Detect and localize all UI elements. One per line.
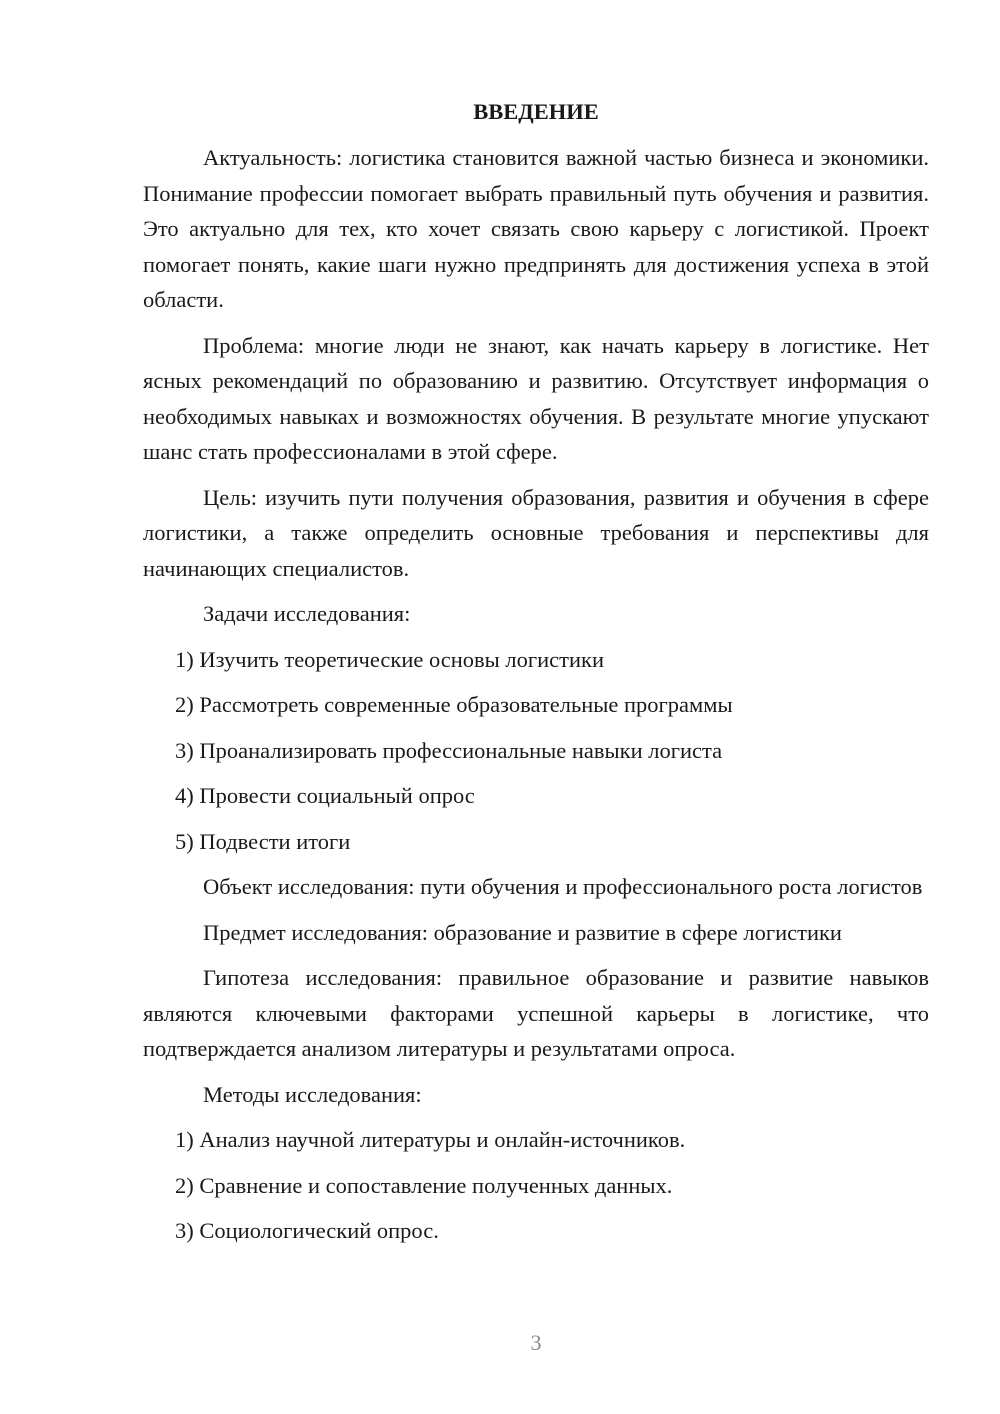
- list-item: 3) Социологический опрос.: [175, 1218, 439, 1243]
- hypothesis-paragraph: Гипотеза исследования: правильное образование и развитие навыков являются ключевыми факторами успешной карьеры в логистике, что подтверждается анализом литературы и результатами опроса.: [143, 965, 929, 1061]
- list-item: 5) Подвести итоги: [175, 828, 351, 854]
- methods-list: [143, 1122, 929, 1249]
- tasks-title: Задачи исследования:: [203, 601, 411, 626]
- list-item: 1) Изучить теоретические основы логистики: [175, 646, 605, 672]
- relevance-paragraph: Актуальность: логистика становится важной частью бизнеса и экономики. Понимание профессии помогает выбрать правильный путь обучения и развития. Это актуально для тех, кто хочет связать свою карьеру с логистикой. Проект помогает понять, какие шаги нужно предпринять для достижения успеха в этой области.: [143, 145, 929, 312]
- problem-paragraph: Проблема: многие люди не знают, как начать карьеру в логистике. Нет ясных рекомендаций по образованию и развитию. Отсутствует информация о необходимых навыках и возможностях обучения. В результате многие упускают шанс стать профессионалами в этой сфере.: [143, 332, 929, 464]
- page-number: 3: [530, 1330, 542, 1355]
- page-heading: ВВЕДЕНИЕ: [473, 99, 599, 124]
- list-item: 1) Анализ научной литературы и онлайн-источников.: [175, 1127, 686, 1152]
- page-content: [143, 94, 929, 1259]
- goal-paragraph: Цель: изучить пути получения образования, развития и обучения в сфере логистики, а также определить основные требования и перспективы для начинающих специалистов.: [143, 484, 929, 581]
- list-item: 4) Провести социальный опрос: [175, 783, 475, 808]
- object-paragraph: Объект исследования: пути обучения и профессионального роста логистов: [203, 874, 923, 899]
- list-item: 3) Проанализировать профессиональные навыки логиста: [175, 737, 723, 763]
- list-item: 2) Рассмотреть современные образовательные программы: [175, 692, 733, 717]
- list-item: 2) Сравнение и сопоставление полученных данных.: [175, 1172, 673, 1198]
- methods-title: Методы исследования:: [203, 1081, 422, 1107]
- tasks-list: [143, 642, 929, 860]
- subject-paragraph: Предмет исследования: образование и развитие в сфере логистики: [203, 919, 842, 945]
